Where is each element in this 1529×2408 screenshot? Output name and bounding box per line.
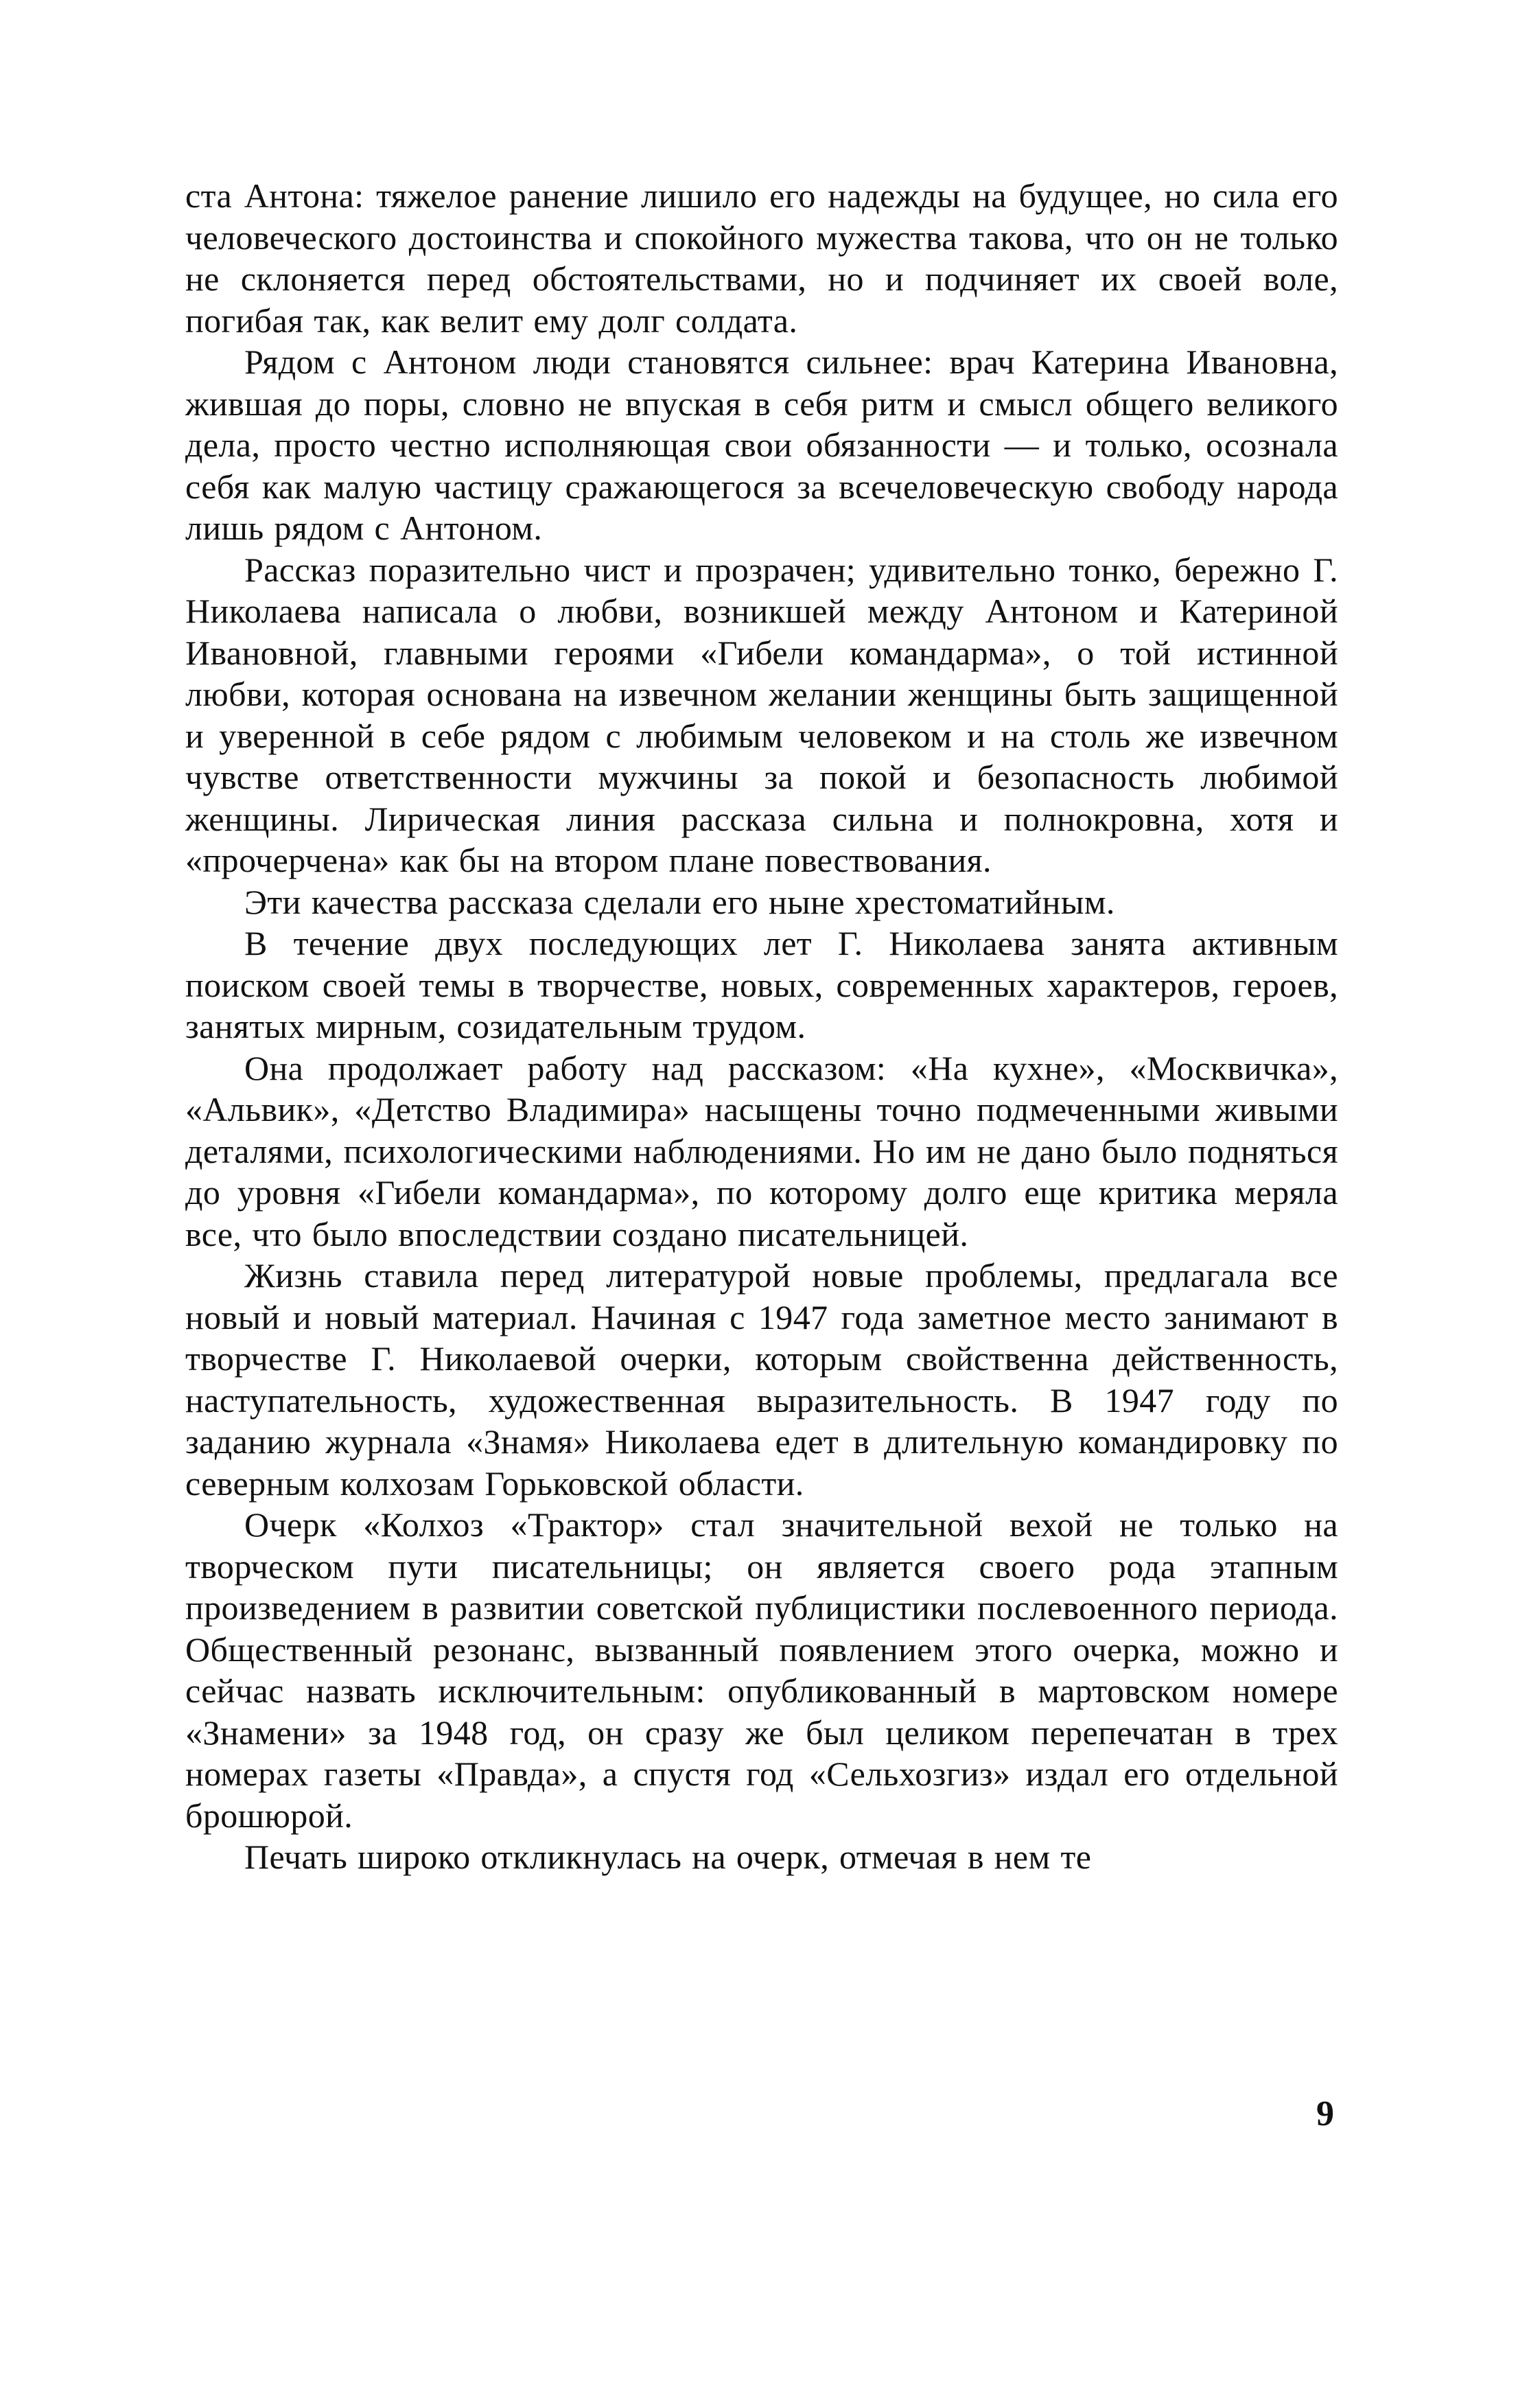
paragraph: Эти качества рассказа сделали его ныне хрестоматийным. — [244, 882, 1115, 921]
paragraph: В течение двух последующих лет Г. Николаева занята активным поиском своей темы в творчестве, новых, современных характеров, героев, занятых мирным, созидательным трудом. — [185, 924, 1338, 1045]
page-number: 9 — [1316, 2094, 1334, 2133]
paragraph: Рассказ поразительно чист и прозрачен; удивительно тонко, бережно Г. Николаева написала о любви, возникшей между Антоном и Катериной Ивановной, главными героями «Гибели командарма», о той истинной любви, которая основана на извечном желании женщины быть защищенной и уверенной в себе рядом с любимым человеком и на столь же извечном чувстве ответственности мужчины за покой и безопасность любимой женщины. Лирическая линия рассказа сильна и полнокровна, хотя и «прочерчена» как бы на втором плане повествования. — [185, 550, 1338, 879]
paragraph: Рядом с Антоном люди становятся сильнее: врач Катерина Ивановна, жившая до поры, словно не впуская в себя ритм и смысл общего великого дела, просто честно исполняющая свои обязанности — и только, осознала себя как малую частицу сражающегося за всечеловеческую свободу народа лишь рядом с Антоном. — [185, 343, 1338, 547]
paragraph: Жизнь ставила перед литературой новые проблемы, предлагала все новый и новый материал. Начиная с 1947 года заметное место занимают в творчестве Г. Николаевой очерки, которым свойственна действенность, наступательность, художественная выразительность. В 1947 году по заданию журнала «Знамя» Николаева едет в длительную командировку по северным колхозам Горьковской области. — [185, 1256, 1338, 1503]
paragraph-continuation: ста Антона: тяжелое ранение лишило его надежды на будущее, но сила его человеческого достоинства и спокойного мужества такова, что он не только не склоняется перед обстоятельствами, но и подчиняет их своей воле, погибая так, как велит ему долг солдата. — [185, 176, 1338, 340]
paragraph: Очерк «Колхоз «Трактор» стал значительной вехой не только на творческом пути писательницы; он является своего рода этапным произведением в развитии советской публицистики послевоенного периода. Общественный резонанс, вызванный появлением этого очерка, можно и сейчас назвать исключительным: опубликованный в мартовском номере «Знамени» за 1948 год, он сразу же был целиком перепечатан в трех номерах газеты «Правда», а спустя год «Сельхозгиз» издал его отдельной брошюрой. — [185, 1505, 1338, 1835]
paragraph: Она продолжает работу над рассказом: «На кухне», «Москвичка», «Альвик», «Детство Владимира» насыщены точно подмеченными живыми деталями, психологическими наблюдениями. Но им не дано было подняться до уровня «Гибели командарма», по которому долго еще критика меряла все, что было впоследствии создано писательницей. — [185, 1048, 1338, 1253]
body-text — [185, 175, 1338, 1878]
paragraph: Печать широко откликнулась на очерк, отмечая в нем те — [244, 1838, 1092, 1876]
